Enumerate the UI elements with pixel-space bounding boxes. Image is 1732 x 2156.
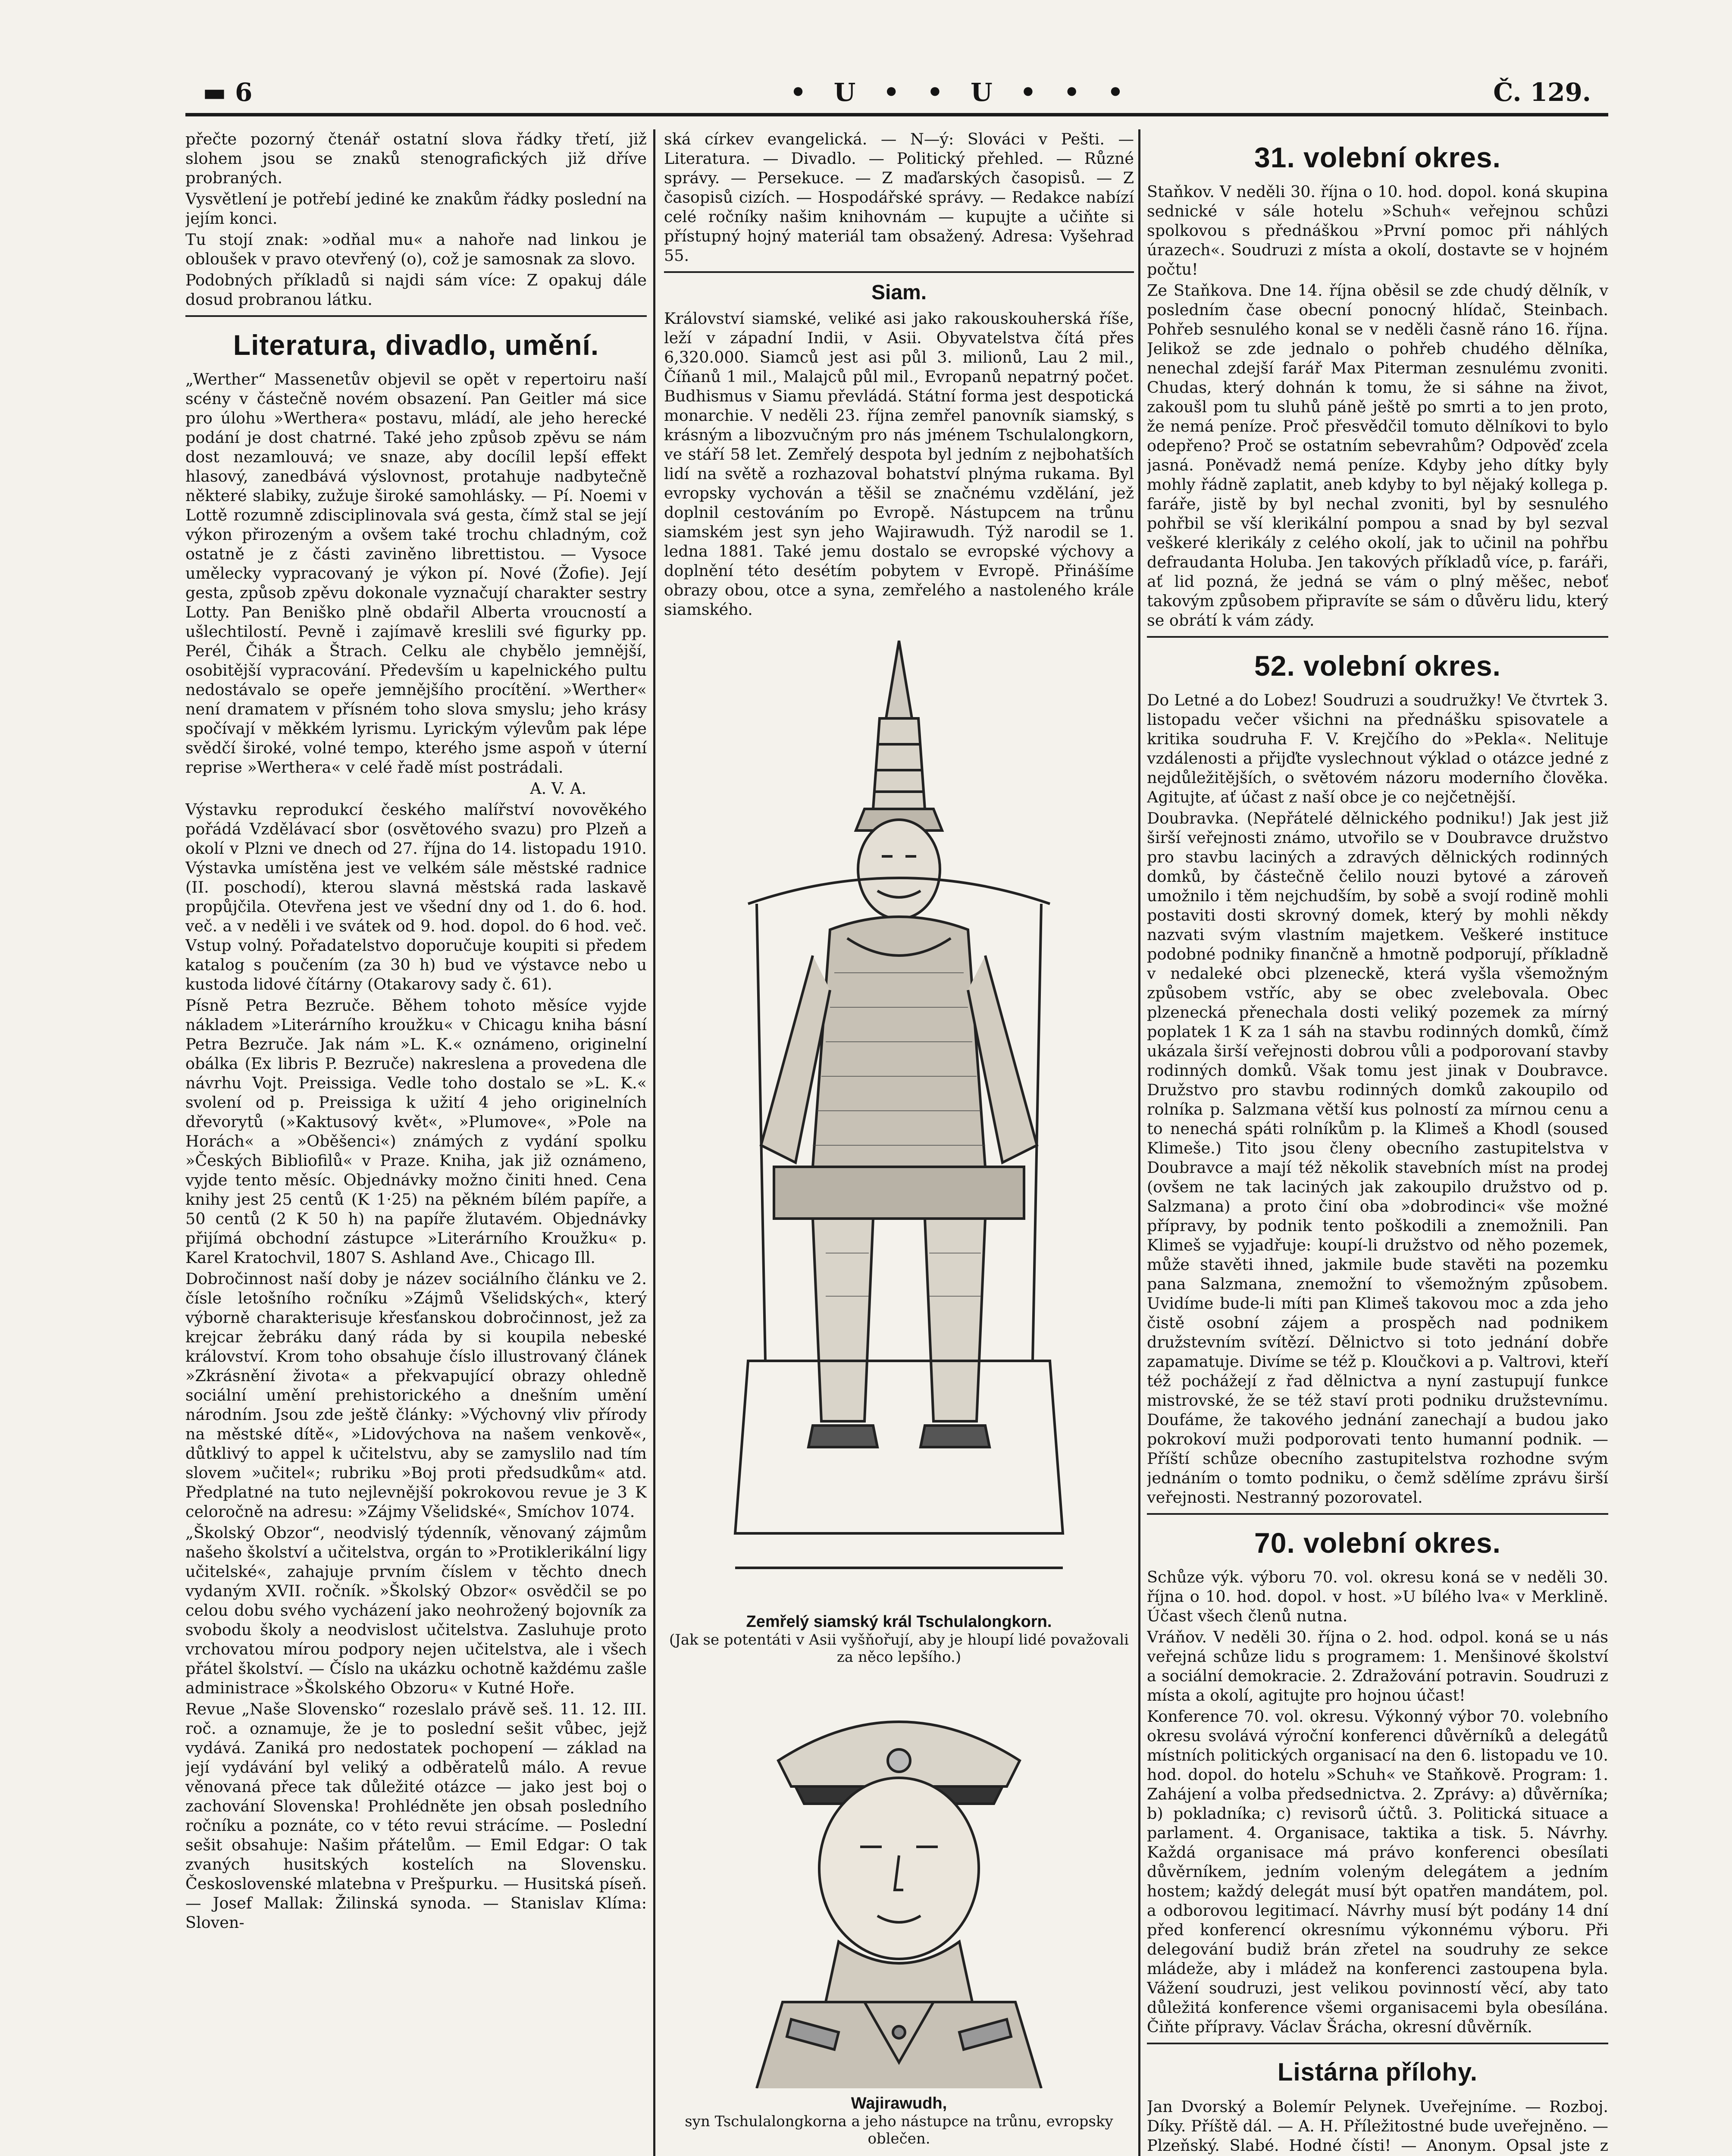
article-listarna: Jan Dvorský a Bolemír Pelynek. Uveřejníme. — Rozboj. Díky. Příště dál. — A. H. Příležitostné bude uveřejněno. — Plzeňský. Slabé. Hodné čísti! — Anonym. Opsal jste z: [1147, 2097, 1608, 2155]
section-heading: Listárna přílohy.: [1278, 2058, 1478, 2086]
article-konference: Konference 70. vol. okresu. Výkonný výbor 70. volebního okresu svolává výroční konferenci důvěrníků a delegátů místních politických organisací na den 6. listopadu ve 10. hod. dopol. do hotelu »Schuh« ve Staňkově. Program: 1. Zahájení a volba předsednictva. 2. Zprávy: a) důvěrníka; b) pokladníka; c) revisorů účtů. 3. Politická situace a parlament. 4. Organisace, taktika a tisk. 5. Návrhy. Každá organisace má právo konferenci obesílati důvěrníkem, jedním voleným delegátem a jedním hostem; každý delegát musí být opatřen mandátem, pol. a odborovou legitimací. Návrhy musí být podány 14 dní před konferencí okresnímu výkonnému výboru. Při delegování budiž brán zřetel na soudruhy ze sekce mládeže, aby i mládež na konferenci zastoupena byla. Vážení soudruzi, jest velikou povinností věcí, aby tato důležitá konference všemi organisacemi byla obesílána. Čiňte přípravy. Václav Šrácha, okresní důvěrník.: [1147, 1707, 1608, 2036]
article-siam: Království siamské, veliké asi jako rakouskouherská říše, leží v západní Indii, v Asii. Obyvatelstva čítá přes 6,320.000. Siamců jest asi půl 3. milionů, Lau 2 mil., Číňanů 1 mil., Malajců půl mil., Evropanů nepatrný počet. Budhismus v Siamu převládá. Státní forma jest despotická monarchie. V neděli 23. října zemřel panovník siamský, s krásným a libozvučným pro nás jménem Tschulalongkorn, ve stáří 58 let. Zemřelý despota byl jedním z nejbohatších lidí na světě a rozhazoval bohatství plnýma rukama. Byl evropsky vychován a těšil se značnému vzdělání, jež doplnil cestováním po Evropě. Nástupcem na trůnu siamském jest syn jeho Wajirawudh. Týž narodil se 1. ledna 1881. Také jemu dostalo se evropské výchovy a doplnění této desétím pobytem v Evropě. Přinášíme obrazy obou, otce a syna, zemřelého a nastoleného krále siamského.: [664, 309, 1134, 619]
article-doubravka: Doubravka. (Nepřátelé dělnického podniku!) Jak jest již širší veřejnosti známo, utvořilo se v Doubravce družstvo pro stavbu laciných a zdravých dělnických rodinných domků, by částečně čelilo nouzi bytové a zároveň umožnilo i těm nejchudším, by sobě a svojí rodině mohli postaviti dosti skrovný domek, který by mohli někdy nazvati svým vlastním majetkem. Veškeré instituce podobné podniky finančně a hmotně podporují, příkladně v nedaleké obci plzeneckě, která vyšla všemožným způsobem vstříc, aby se obec zvelebovala. Obec plzenecká přenechala dosti veliký pozemek za mírný poplatek 1 K za 1 sáh na stavbu rodinných domků, čímž ukázala širší veřejnosti dobrou vůli a podporovaní stavby rodinných domků. Však tomu jest jinak v Doubravce. Družstvo pro stavbu rodinných domků zakoupilo od rolníka p. Salzmana větší kus polností za mírnou cenu a to nenechá spáti rolníkům p. la Klimeš a Khodl (soused Klimeše.) Tito jsou členy obecního zastupitelstva v Doubravce a mají též několik stavebních míst na prodej (ovšem ne tak laciných jak zakoupilo družstvo od p. Salzmana) a proto činí oba »dobrodinci« vše možné přípravy, by podnik tento poškodili a znemožnili. Pan Klimeš se vyjadřuje: koupí-li družstvo od něho pozemek, může stavěti ihned, jakmile bude stavěti na pozemku pana Salzmana, znemožní to všemožným způsobem. Uvidíme bude-li míti pan Klimeš takovou moc a zda jeho čistě osobní zájem a prospěch nad podnikem družstevním svítězí. Dělnictvo si toto jednání dobře zapamatuje. Divíme se též p. Kloučkovi a p. Valtrovi, kteří též pochážejí z řad dělnictva a nyní zastupují funkce mistrovské, že se též staví proti podniku družstevnímu. Doufáme, že takového jednání zanechají a budou jako pokrokoví muži podporovati tento humanní podnik. — Příští schůze obecního zastupitelstva rozhodne svým jednáním o tomto podniku, o čemž sdělíme zprávu širší veřejnosti. Nestranný pozorovatel.: [1147, 809, 1608, 1507]
column-left: [185, 129, 647, 2156]
text-paragraph: ská církev evangelická. — N—ý: Slováci v Pešti. — Literatura. — Divadlo. — Politický přehled. — Různé správy. — Persekuce. — Z maďarských časopisů. — Z časopisů cizích. — Hospodářské správy. — Redakce nabízí celé ročníky našim knihovnám — kupujte a učiňte si přístupný hojný materiál tam obsažený. Adresa: Vyšehrad 55.: [664, 130, 1134, 265]
page-number: ▬ 6: [203, 78, 253, 107]
section-heading: 52. volební okres.: [1254, 650, 1501, 682]
figure-caption: syn Tschulalongkorna a jeho nástupce na trůnu, evropsky oblečen.: [685, 2113, 1113, 2147]
article-ze-stankova: Ze Staňkova. Dne 14. října oběsil se zde chudý dělník, v posledním čase obecní ponocný hlídač, Steinbach. Pohřeb sesnulého konal se v neděli časně ráno 16. října. Jelikož se zde jednalo o pohřeb chudého dělníka, nenechal zdejší farář Max Piterman zesnulému zvoniti. Chudas, který dohnán k tomu, že si sáhne na život, zakoušl pom tu sluhů páně ještě po smrti a to jen proto, že nemá peníze. Proč přesvědčil tomuto dělníkovi to bylo odepřeno? Proč se ostatním sebevrahům? Odpověď zcela jasná. Poněvadž nemá peníze. Kdyby jeho dítky byly mohly řádně zaplatit, aneb kdyby to byl nějaký kollega p. faráře, jistě by byl nechal zvoniti, byl by sesnulého pohřbil se vší klerikální pompou a snad by byl sezval veškeré klerikály z celého okolí, jak to učinil na pohřbu defraudanta Holuba. Jen takových příkladů více, p. faráři, ať lid pozná, že jedná se vám o plný měšec, neboť takovým způsobem připravíte se sám o důvěru lidu, který se obrátí k vám zády.: [1147, 281, 1608, 630]
column-divider: [653, 129, 655, 2156]
text-paragraph: Vysvětlení je potřebí jediné ke znakům řádky poslední na jejím konci.: [185, 190, 647, 228]
figure-caption-title: Zemřelý siamský král Tschulalongkorn.: [746, 1613, 1052, 1631]
text-paragraph: Podobných příkladů si najdi sám více: Z opakuj dále dosud probranou látku.: [185, 271, 647, 309]
article-dobrocinnost: Dobročinnost naší doby je název sociálního článku ve 2. čísle letošního ročníku »Zájmů Všelidských«, který výborně charakterisuje křesťanskou dobročinnost, jež za krejcar žebráku daný ráda by si koupila nebeské království. Krom toho obsahuje číslo illustrovaný článek »Zkrásnění života« a překvapující obrazy ohledně sociální umění prehistorického a dnešním umění národním. Jsou zde ještě články: »Výchovný vliv přírody na městské dítě«, »Lidovýchova na našem venkově«, důtklivý to appel k učitelstvu, aby se zamyslilo nad tím slovem »učitel«; rubriku »Boj proti předsudkům« atd. Předplatné na tuto nejlevnější pokrokovou revue je 3 K celoročně na adresu: »Zájmy Všelidské«, Smíchov 1074.: [185, 1269, 647, 1521]
prince-portrait-image: [731, 1674, 1067, 2088]
section-rule: [664, 271, 1134, 273]
king-portrait-image: [683, 628, 1115, 1607]
article-skolsky-obzor: „Školský Obzor“, neodvislý týdenník, věnovaný zájmům našeho školství a učitelstva, orgán to »Protiklerikální ligy učitelské«, zahajuje prvním číslem v těchto dnech vydaným XVII. ročník. »Školský Obzor« osvědčil se po celou dobu svého vycházení jako neohrožený bojovník za svobodu školy a neodvislost učitelstva. Zasluhuje proto vrchovatou mírou podpory nejen učitelstva, ale i všech přátel školství. — Číslo na ukázku ochotně každému zašle administrace »Školského Obzoru« v Kutné Hoře.: [185, 1523, 647, 1697]
section-rule: [1147, 636, 1608, 638]
signature: A. V. A.: [530, 779, 586, 798]
text-paragraph: přečte pozorný čtenář ostatní slova řádky třetí, již slohem jsou se znaků stenografických již dříve probraných.: [185, 130, 647, 187]
prince-illustration: [664, 1674, 1134, 2147]
article-letna-lobzy: Do Letné a do Lobez! Soudruzi a soudružky! Ve čtvrtek 3. listopadu večer všichni na přednášku spisovatele a kritika soudruha F. V. Krejčího do »Pekla«. Nelituje vzdálenosti a přijďte vyslechnout výklad o otázce jedné z nejdůležitějších, o světovém názoru moderního člověka. Agitujte, ať účast z naší obce je co nejčetnější.: [1147, 691, 1608, 806]
figure-caption: (Jak se potentáti v Asii vyšňořují, aby je hloupí lidé považovali za něco lepšího.): [669, 1631, 1129, 1666]
article-nase-slovensko: Revue „Naše Slovensko“ rozeslalo právě seš. 11. 12. III. roč. a oznamuje, že je to poslední sešit vůbec, jejž vydává. Zaniká pro nedostatek pochopení — základ na její vydávání byl veliký a odběratelů málo. A revue věnovaná přece tak důležité otázce — jako jest boj o zachování Slovenska! Prohlédněte jen obsah posledního ročníku a poznáte, co v této revui strácíme. — Poslední sešit obsahuje: Našim přátelům. — Emil Edgar: O tak zvaných husitských kostelích na Slovensku. Československé mlatebna v Prešpurku. — Husitská píseň. — Josef Mallak: Žilinská synoda. — Stanislav Klíma: Sloven-: [185, 1700, 647, 1932]
section-heading: Literatura, divadlo, umění.: [233, 329, 599, 361]
king-illustration: [664, 628, 1134, 1666]
section-rule: [1147, 1513, 1608, 1515]
column-middle: [664, 129, 1134, 2156]
article-werther: „Werther“ Massenetův objevil se opět v repertoiru naší scény v částečně novém obsazení. Pan Geitler má sice pro úlohu »Werthera« postavu, mládí, ale jeho herecké podání je dost chatrné. Také jeho způsob zpěvu se nám dost nezamlouvá; ve snaze, aby docílil lepší effekt hlasový, zanedbává výslovnost, protahuje nadbytečně některé slabiky, zužuje široké samohlásky. — Pí. Noemi v Lottě rozumně zdisciplinovala svá gesta, čímž stal se její výkon přirozeným a ovšem také trochu chladným, což ostatně je z části zaviněno librettistou. — Vysoce umělecky vypracovaný je výkon pí. Nové (Žofie). Její gesta, způsob zpěvu dokonale vyznačují charakter sestry Lotty. Pan Beniško plně obdařil Alberta vroucností a ušlechtilostí. Pevně i zajímavě kreslili své figurky pp. Perél, Čihák a Štrach. Celku ale chybělo jemnější, osobitější vypracování. Především u kapelnického pultu nedostávalo se opeře jemnějšího procítění. »Werther« není dramatem v přísném toho slova smyslu; jeho krásy spočívají v měkkém lyrismu. Lyrickým výlevům pak lépe svědčí široké, volné tempo, kterého jsme aspoň v úterní reprise »Werthera« v celé řadě míst postrádali.: [185, 370, 647, 777]
section-heading: 31. volební okres.: [1254, 141, 1501, 173]
figure-caption-title: Wajirawudh,: [851, 2094, 947, 2112]
section-rule: [1147, 2043, 1608, 2044]
article-vranov: Vráňov. V neděli 30. října o 2. hod. odpol. koná se u nás veřejná schůze lidu s programem: 1. Menšinové školství a sociální demokracie. 2. Zdražování potravin. Soudruzi z místa a okolí, agitujte pro hojnou účast!: [1147, 1628, 1608, 1705]
text-paragraph: Tu stojí znak: »odňal mu« a nahoře nad linkou je obloušek v pravo otevřený (o), což je samosnak za slovo.: [185, 230, 647, 268]
header-rule: [185, 113, 1608, 116]
article-schuze: Schůze výk. výboru 70. vol. okresu koná se v neděli 30. října o 10. hod. dopol. v host. »U bílého lva« v Merklině. Účast všech členů nutna.: [1147, 1568, 1608, 1625]
section-rule: [185, 315, 647, 317]
article-bezruc: Písně Petra Bezruče. Během tohoto měsíce vyjde nákladem »Literárního kroužku« v Chicagu kniha básní Petra Bezruče. Jak nám »L. K.« oznámeno, originelní obálka (Ex libris P. Bezruče) nakreslena a provedena dle návrhu Vojt. Preissiga. Vedle toho dostalo se »L. K.« svolení od p. Preissiga k užití 4 jeho originelních dřevorytů (»Kaktusový květ«, »Plumove«, »Pole na Horách« a »Oběšenci«) známých z vydání spolku »Českých Bibliofilů« v Praze. Kniha, jak již oznámeno, vyjde tento měsíc. Objednávky možno činiti hned. Cena knihy jest 25 centů (K 1·25) na pěkném bílém papíře, a 50 centů (2 K 50 h) na papíře žlutavém. Objednávky přijímá obchodní zástupce »Literárního Kroužku« p. Karel Kratochvil, 1807 S. Ashland Ave., Chicago Ill.: [185, 996, 647, 1267]
section-heading: 70. volební okres.: [1254, 1527, 1501, 1559]
column-divider: [1138, 129, 1140, 2156]
article-vystavka: Výstavku reprodukcí českého malířství novověkého pořádá Vzdělávací sbor (osvětového svazu) pro Plzeň a okolí v Plzni ve dnech od 27. října do 14. listopadu 1910. Výstavka umístěna jest ve velkém sále městské radnice (II. poschodí), kterou slavná městská rada laskavě propůjčila. Otevřena jest ve všední dny od 1. do 6. hod. več. a v neděli i ve svátek od 9. hod. dopol. do 6 hod. več. Vstup volný. Pořadatelstvo doporučuje koupiti si předem katalog s poučením (za 30 h) bud ve výstavce nebo u kustoda lidové čítárny (Otakarovy sady č. 61).: [185, 800, 647, 993]
section-heading: Siam.: [871, 281, 927, 304]
article-stankov: Staňkov. V neděli 30. října o 10. hod. dopol. koná skupina sednické v sále hotelu »Schuh« veřejnou schůzi spolkovou s přednáškou »První pomoc při náhlých úrazech«. Soudruzi z místa a okolí, dostavte se v hojném počtu!: [1147, 182, 1608, 279]
newspaper-name: • U • • U • • •: [790, 78, 1133, 107]
column-right: [1147, 129, 1608, 2156]
page-header: [185, 73, 1608, 125]
issue-number: Č. 129.: [1493, 78, 1591, 107]
